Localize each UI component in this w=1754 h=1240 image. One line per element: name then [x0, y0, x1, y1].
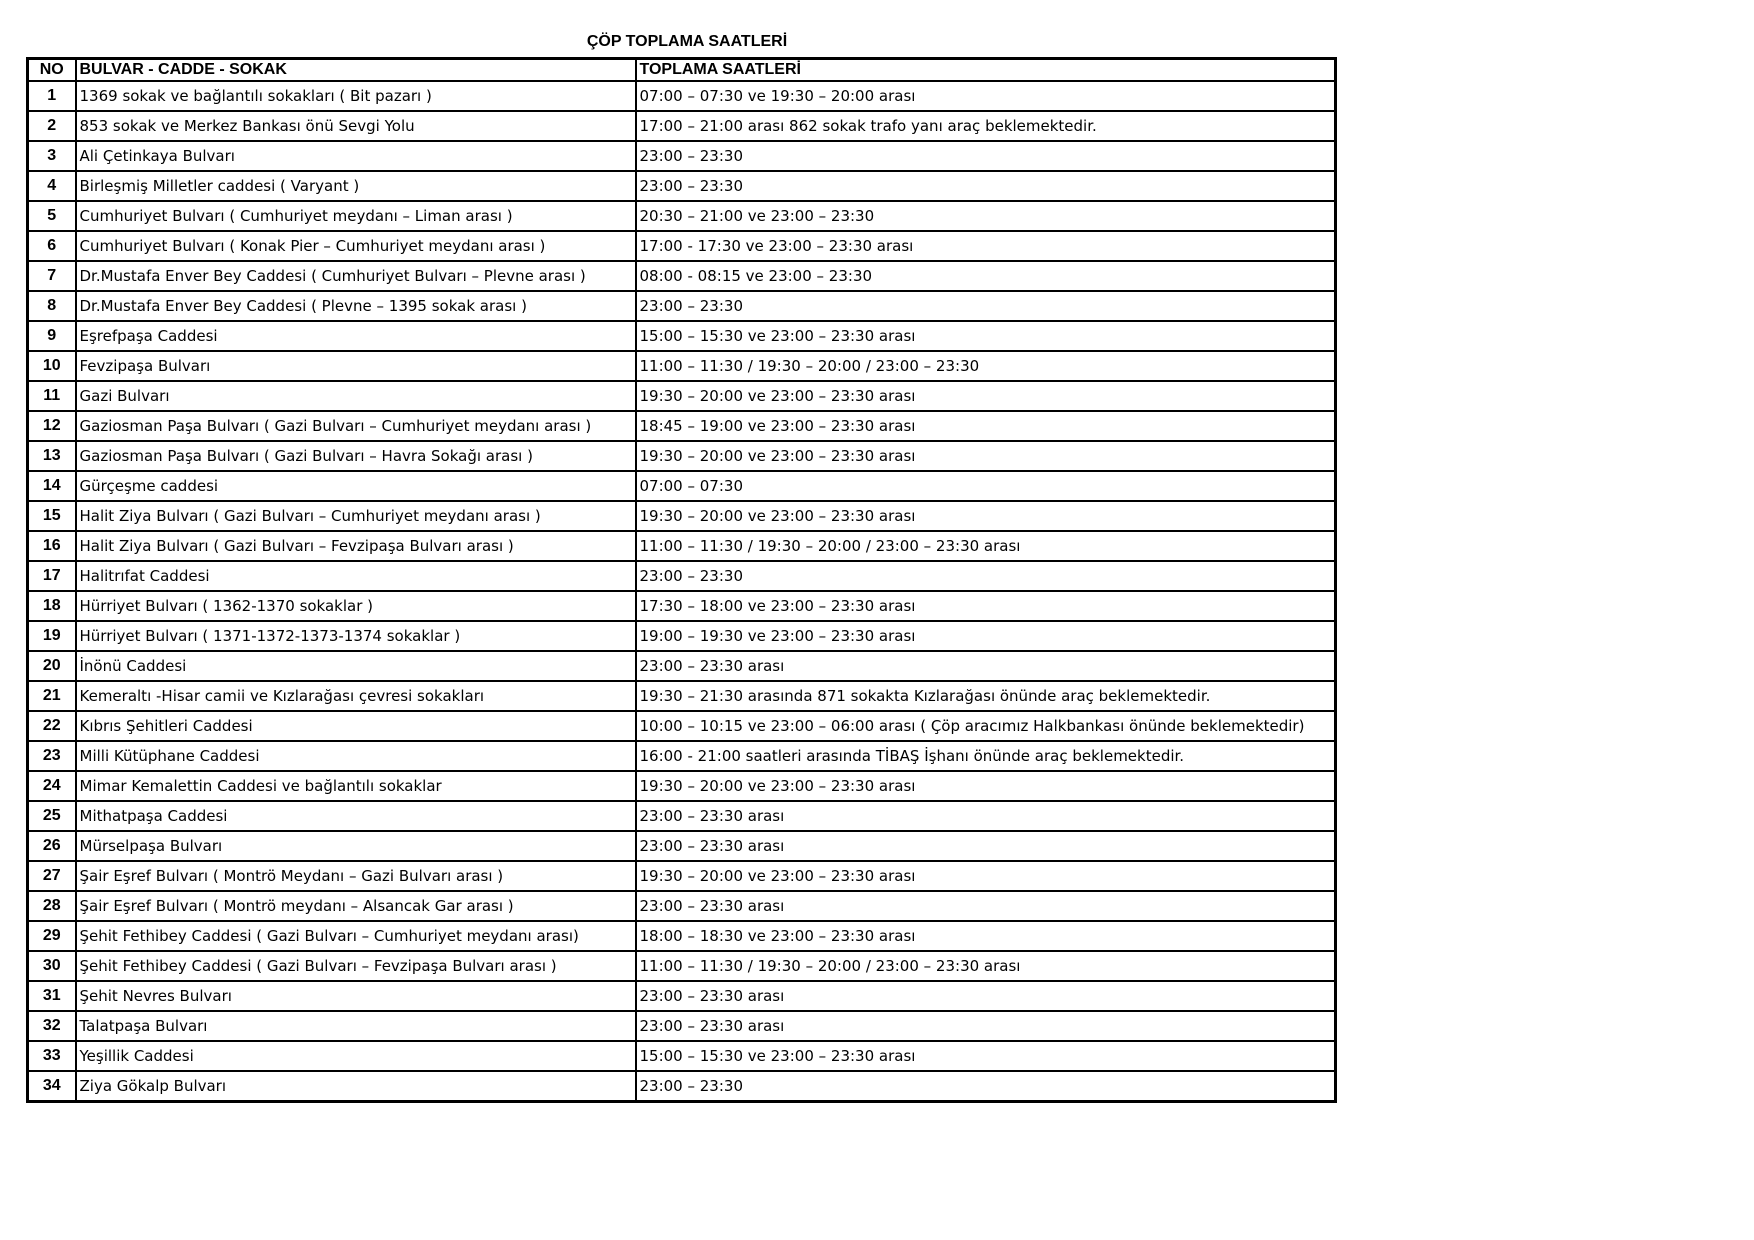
collection-time-cell: 17:00 - 17:30 ve 23:00 – 23:30 arası [636, 231, 1336, 261]
street-name-cell: Şair Eşref Bulvarı ( Montrö Meydanı – Gazi Bulvarı arası ) [76, 861, 636, 891]
collection-time-cell: 11:00 – 11:30 / 19:30 – 20:00 / 23:00 – 23:30 arası [636, 531, 1336, 561]
table-row [28, 381, 1336, 411]
table-row [28, 201, 1336, 231]
street-name-cell: Şehit Nevres Bulvarı [76, 981, 636, 1011]
street-name-cell: Şehit Fethibey Caddesi ( Gazi Bulvarı – Fevzipaşa Bulvarı arası ) [76, 951, 636, 981]
row-number: 29 [28, 921, 76, 951]
collection-time-cell: 20:30 – 21:00 ve 23:00 – 23:30 [636, 201, 1336, 231]
table-row [28, 441, 1336, 471]
street-name-cell: İnönü Caddesi [76, 651, 636, 681]
street-name-cell: Yeşillik Caddesi [76, 1041, 636, 1071]
table-row [28, 861, 1336, 891]
collection-schedule-table [26, 57, 1337, 1103]
row-number: 26 [28, 831, 76, 861]
row-number: 25 [28, 801, 76, 831]
collection-time-cell: 23:00 – 23:30 [636, 561, 1336, 591]
header-no: NO [28, 59, 76, 82]
table-row [28, 531, 1336, 561]
row-number: 34 [28, 1071, 76, 1102]
street-name-cell: Gaziosman Paşa Bulvarı ( Gazi Bulvarı – Cumhuriyet meydanı arası ) [76, 411, 636, 441]
street-name-cell: Fevzipaşa Bulvarı [76, 351, 636, 381]
table-body [28, 81, 1336, 1102]
row-number: 9 [28, 321, 76, 351]
table-row [28, 921, 1336, 951]
table-row [28, 891, 1336, 921]
row-number: 21 [28, 681, 76, 711]
street-name-cell: 1369 sokak ve bağlantılı sokakları ( Bit pazarı ) [76, 81, 636, 111]
street-name-cell: Gürçeşme caddesi [76, 471, 636, 501]
row-number: 13 [28, 441, 76, 471]
table-row [28, 1071, 1336, 1102]
collection-time-cell: 19:00 – 19:30 ve 23:00 – 23:30 arası [636, 621, 1336, 651]
table-row [28, 81, 1336, 111]
row-number: 15 [28, 501, 76, 531]
street-name-cell: Hürriyet Bulvarı ( 1371-1372-1373-1374 sokaklar ) [76, 621, 636, 651]
table-row [28, 411, 1336, 441]
collection-time-cell: 07:00 – 07:30 [636, 471, 1336, 501]
collection-time-cell: 23:00 – 23:30 [636, 291, 1336, 321]
table-row [28, 321, 1336, 351]
street-name-cell: Gaziosman Paşa Bulvarı ( Gazi Bulvarı – Havra Sokağı arası ) [76, 441, 636, 471]
collection-time-cell: 15:00 – 15:30 ve 23:00 – 23:30 arası [636, 1041, 1336, 1071]
collection-time-cell: 23:00 – 23:30 arası [636, 891, 1336, 921]
row-number: 12 [28, 411, 76, 441]
street-name-cell: Birleşmiş Milletler caddesi ( Varyant ) [76, 171, 636, 201]
row-number: 1 [28, 81, 76, 111]
collection-time-cell: 19:30 – 20:00 ve 23:00 – 23:30 arası [636, 861, 1336, 891]
row-number: 11 [28, 381, 76, 411]
table-row [28, 651, 1336, 681]
collection-time-cell: 19:30 – 20:00 ve 23:00 – 23:30 arası [636, 381, 1336, 411]
street-name-cell: Talatpaşa Bulvarı [76, 1011, 636, 1041]
street-name-cell: Ali Çetinkaya Bulvarı [76, 141, 636, 171]
street-name-cell: Eşrefpaşa Caddesi [76, 321, 636, 351]
table-row [28, 801, 1336, 831]
street-name-cell: Gazi Bulvarı [76, 381, 636, 411]
street-name-cell: Halit Ziya Bulvarı ( Gazi Bulvarı – Fevzipaşa Bulvarı arası ) [76, 531, 636, 561]
collection-time-cell: 17:00 – 21:00 arası 862 sokak trafo yanı araç beklemektedir. [636, 111, 1336, 141]
row-number: 24 [28, 771, 76, 801]
row-number: 7 [28, 261, 76, 291]
table-row [28, 141, 1336, 171]
table-header-row [28, 59, 1336, 82]
table-row [28, 291, 1336, 321]
row-number: 4 [28, 171, 76, 201]
header-street: BULVAR - CADDE - SOKAK [76, 59, 636, 82]
table-row [28, 711, 1336, 741]
row-number: 2 [28, 111, 76, 141]
street-name-cell: Cumhuriyet Bulvarı ( Konak Pier – Cumhuriyet meydanı arası ) [76, 231, 636, 261]
row-number: 32 [28, 1011, 76, 1041]
table-row [28, 831, 1336, 861]
row-number: 3 [28, 141, 76, 171]
table-row [28, 1041, 1336, 1071]
collection-time-cell: 18:00 – 18:30 ve 23:00 – 23:30 arası [636, 921, 1336, 951]
collection-time-cell: 07:00 – 07:30 ve 19:30 – 20:00 arası [636, 81, 1336, 111]
collection-time-cell: 23:00 – 23:30 arası [636, 651, 1336, 681]
table-row [28, 231, 1336, 261]
collection-time-cell: 16:00 - 21:00 saatleri arasında TİBAŞ İşhanı önünde araç beklemektedir. [636, 741, 1336, 771]
collection-time-cell: 19:30 – 21:30 arasında 871 sokakta Kızlarağası önünde araç beklemektedir. [636, 681, 1336, 711]
collection-time-cell: 17:30 – 18:00 ve 23:00 – 23:30 arası [636, 591, 1336, 621]
table-row [28, 741, 1336, 771]
table-row [28, 261, 1336, 291]
street-name-cell: Halit Ziya Bulvarı ( Gazi Bulvarı – Cumhuriyet meydanı arası ) [76, 501, 636, 531]
collection-time-cell: 11:00 – 11:30 / 19:30 – 20:00 / 23:00 – 23:30 [636, 351, 1336, 381]
table-row [28, 771, 1336, 801]
street-name-cell: Mimar Kemalettin Caddesi ve bağlantılı sokaklar [76, 771, 636, 801]
street-name-cell: 853 sokak ve Merkez Bankası önü Sevgi Yolu [76, 111, 636, 141]
collection-time-cell: 23:00 – 23:30 [636, 1071, 1336, 1102]
table-row [28, 1011, 1336, 1041]
table-row [28, 951, 1336, 981]
row-number: 20 [28, 651, 76, 681]
row-number: 18 [28, 591, 76, 621]
collection-time-cell: 11:00 – 11:30 / 19:30 – 20:00 / 23:00 – 23:30 arası [636, 951, 1336, 981]
collection-time-cell: 18:45 – 19:00 ve 23:00 – 23:30 arası [636, 411, 1336, 441]
row-number: 5 [28, 201, 76, 231]
row-number: 27 [28, 861, 76, 891]
street-name-cell: Şair Eşref Bulvarı ( Montrö meydanı – Alsancak Gar arası ) [76, 891, 636, 921]
row-number: 33 [28, 1041, 76, 1071]
row-number: 31 [28, 981, 76, 1011]
street-name-cell: Cumhuriyet Bulvarı ( Cumhuriyet meydanı – Liman arası ) [76, 201, 636, 231]
table-row [28, 561, 1336, 591]
table-row [28, 591, 1336, 621]
street-name-cell: Mürselpaşa Bulvarı [76, 831, 636, 861]
table-row [28, 471, 1336, 501]
collection-time-cell: 19:30 – 20:00 ve 23:00 – 23:30 arası [636, 771, 1336, 801]
collection-time-cell: 23:00 – 23:30 arası [636, 1011, 1336, 1041]
table-row [28, 681, 1336, 711]
table-row [28, 111, 1336, 141]
row-number: 17 [28, 561, 76, 591]
collection-time-cell: 15:00 – 15:30 ve 23:00 – 23:30 arası [636, 321, 1336, 351]
collection-time-cell: 23:00 – 23:30 arası [636, 801, 1336, 831]
row-number: 30 [28, 951, 76, 981]
row-number: 22 [28, 711, 76, 741]
row-number: 16 [28, 531, 76, 561]
street-name-cell: Milli Kütüphane Caddesi [76, 741, 636, 771]
row-number: 28 [28, 891, 76, 921]
street-name-cell: Ziya Gökalp Bulvarı [76, 1071, 636, 1102]
street-name-cell: Şehit Fethibey Caddesi ( Gazi Bulvarı – Cumhuriyet meydanı arası) [76, 921, 636, 951]
collection-time-cell: 19:30 – 20:00 ve 23:00 – 23:30 arası [636, 441, 1336, 471]
row-number: 8 [28, 291, 76, 321]
row-number: 14 [28, 471, 76, 501]
collection-time-cell: 23:00 – 23:30 [636, 141, 1336, 171]
collection-time-cell: 23:00 – 23:30 arası [636, 831, 1336, 861]
street-name-cell: Dr.Mustafa Enver Bey Caddesi ( Cumhuriyet Bulvarı – Plevne arası ) [76, 261, 636, 291]
row-number: 23 [28, 741, 76, 771]
row-number: 10 [28, 351, 76, 381]
table-row [28, 351, 1336, 381]
collection-time-cell: 08:00 - 08:15 ve 23:00 – 23:30 [636, 261, 1336, 291]
table-row [28, 981, 1336, 1011]
street-name-cell: Kıbrıs Şehitleri Caddesi [76, 711, 636, 741]
document-title: ÇÖP TOPLAMA SAATLERİ [586, 33, 788, 50]
street-name-cell: Mithatpaşa Caddesi [76, 801, 636, 831]
street-name-cell: Hürriyet Bulvarı ( 1362-1370 sokaklar ) [76, 591, 636, 621]
header-collection-time: TOPLAMA SAATLERİ [636, 59, 1336, 82]
street-name-cell: Kemeraltı -Hisar camii ve Kızlarağası çevresi sokakları [76, 681, 636, 711]
collection-time-cell: 23:00 – 23:30 [636, 171, 1336, 201]
collection-time-cell: 10:00 – 10:15 ve 23:00 – 06:00 arası ( Çöp aracımız Halkbankası önünde beklemektedir) [636, 711, 1336, 741]
street-name-cell: Halitrıfat Caddesi [76, 561, 636, 591]
table-row [28, 501, 1336, 531]
table-row [28, 621, 1336, 651]
street-name-cell: Dr.Mustafa Enver Bey Caddesi ( Plevne – 1395 sokak arası ) [76, 291, 636, 321]
row-number: 6 [28, 231, 76, 261]
table-row [28, 171, 1336, 201]
collection-time-cell: 23:00 – 23:30 arası [636, 981, 1336, 1011]
collection-time-cell: 19:30 – 20:00 ve 23:00 – 23:30 arası [636, 501, 1336, 531]
row-number: 19 [28, 621, 76, 651]
